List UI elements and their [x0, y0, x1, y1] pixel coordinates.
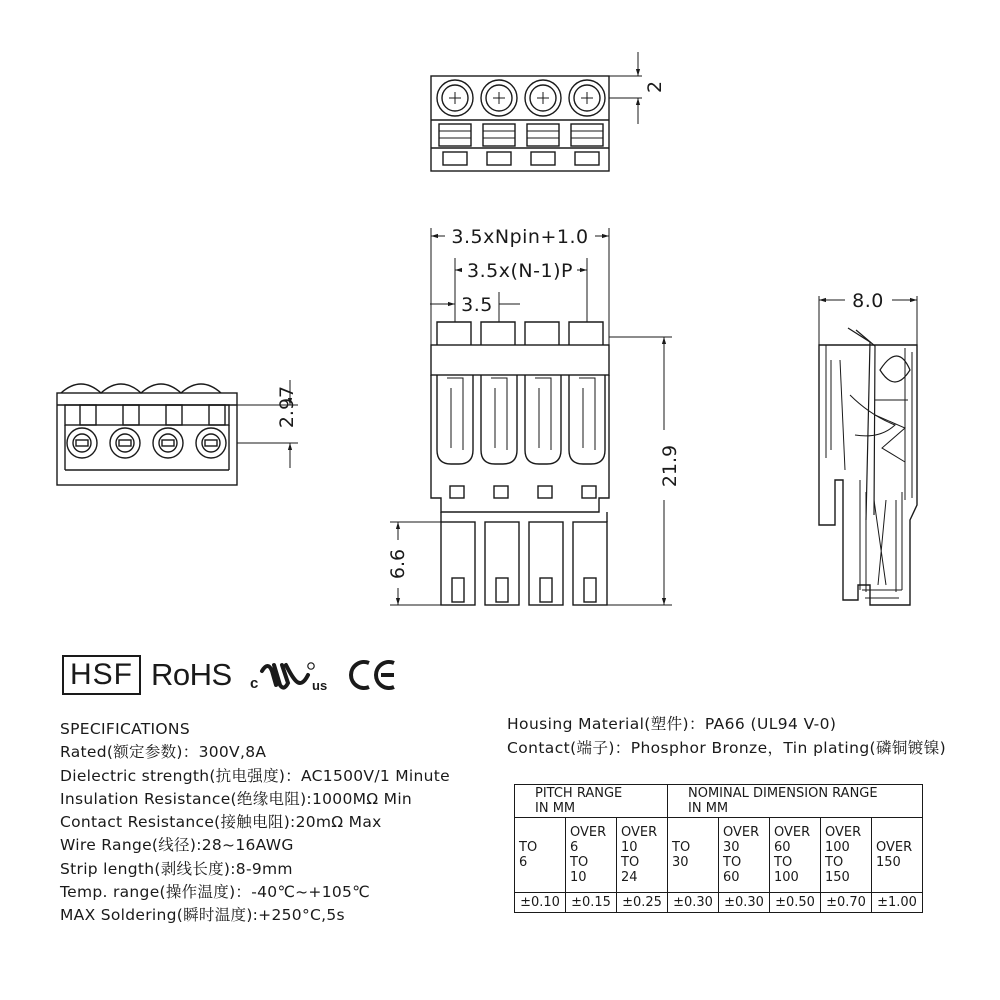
tolerance-value: ±0.50	[770, 893, 821, 913]
top-view	[431, 52, 642, 171]
spec-line: MAX Soldering(瞬时温度):+250°C,5s	[60, 906, 345, 925]
specifications-heading: SPECIFICATIONS	[60, 720, 190, 738]
side-view	[819, 296, 917, 605]
tolerance-value: ±0.25	[617, 893, 668, 913]
range-cell: OVER 30 TO 60	[719, 818, 770, 893]
tolerance-value: ±1.00	[872, 893, 923, 913]
range-cell: TO 30	[668, 818, 719, 893]
certification-logos	[62, 655, 398, 695]
ul-recognized-logo	[250, 657, 334, 693]
range-cell: OVER 10 TO 24	[617, 818, 668, 893]
materials	[507, 713, 946, 760]
spec-line: Dielectric strength(抗电强度)：AC1500V/1 Minute	[60, 766, 450, 785]
range-cell: OVER 6 TO 10	[566, 818, 617, 893]
spec-line: Rated(额定参数)：300V,8A	[60, 743, 267, 762]
range-cell: OVER 60 TO 100	[770, 818, 821, 893]
top-view-holes	[437, 80, 605, 116]
dim-front-height: 2.97	[276, 385, 298, 429]
dim-top-gap: 2	[644, 80, 666, 94]
front-view	[57, 380, 298, 485]
tolerance-value: ±0.30	[719, 893, 770, 913]
spec-line: Contact Resistance(接触电阻):20mΩ Max	[60, 813, 382, 832]
dim-height: 21.9	[659, 444, 681, 488]
dim-lower-height: 6.6	[387, 548, 409, 580]
hsf-logo: HSF	[62, 655, 141, 695]
dim-pitch-span: 3.5x(N-1)P	[467, 260, 573, 282]
tolerance-value: ±0.10	[515, 893, 566, 913]
main-view-pins	[441, 522, 607, 605]
top-view-latches	[439, 124, 603, 165]
contact-material: Contact(端子)：Phosphor Bronze，Tin plating(磷铜镀镍)	[507, 738, 947, 757]
pitch-range-header: PITCH RANGE IN MM	[515, 785, 668, 818]
front-view-screws	[67, 428, 226, 458]
tolerance-value: ±0.15	[566, 893, 617, 913]
ul-suffix: us	[311, 678, 327, 693]
dim-depth: 8.0	[852, 290, 884, 312]
nominal-range-header: NOMINAL DIMENSION RANGE IN MM	[668, 785, 923, 818]
spec-line: Strip length(剥线长度):8-9mm	[60, 859, 293, 878]
rohs-logo: RoHS	[151, 657, 232, 692]
spec-line: Insulation Resistance(绝缘电阻):1000MΩ Min	[60, 789, 413, 808]
spec-line: Wire Range(线径):28~16AWG	[60, 836, 294, 855]
range-cell: OVER 100 TO 150	[821, 818, 872, 893]
ce-logo	[348, 657, 398, 693]
specifications	[60, 718, 450, 928]
dim-pitch: 3.5	[461, 294, 493, 316]
main-view	[390, 228, 672, 605]
housing-material: Housing Material(塑件)：PA66 (UL94 V-0)	[507, 715, 837, 733]
range-cell: TO 6	[515, 818, 566, 893]
tolerance-value: ±0.70	[821, 893, 872, 913]
tolerance-table	[514, 784, 923, 913]
main-view-windows	[450, 486, 596, 498]
spec-line: Temp. range(操作温度)：-40℃~+105℃	[60, 883, 370, 902]
dim-overall-width: 3.5xNpin+1.0	[451, 226, 589, 248]
ul-prefix: c	[249, 675, 259, 692]
tolerance-value: ±0.30	[668, 893, 719, 913]
range-cell: OVER 150	[872, 818, 923, 893]
